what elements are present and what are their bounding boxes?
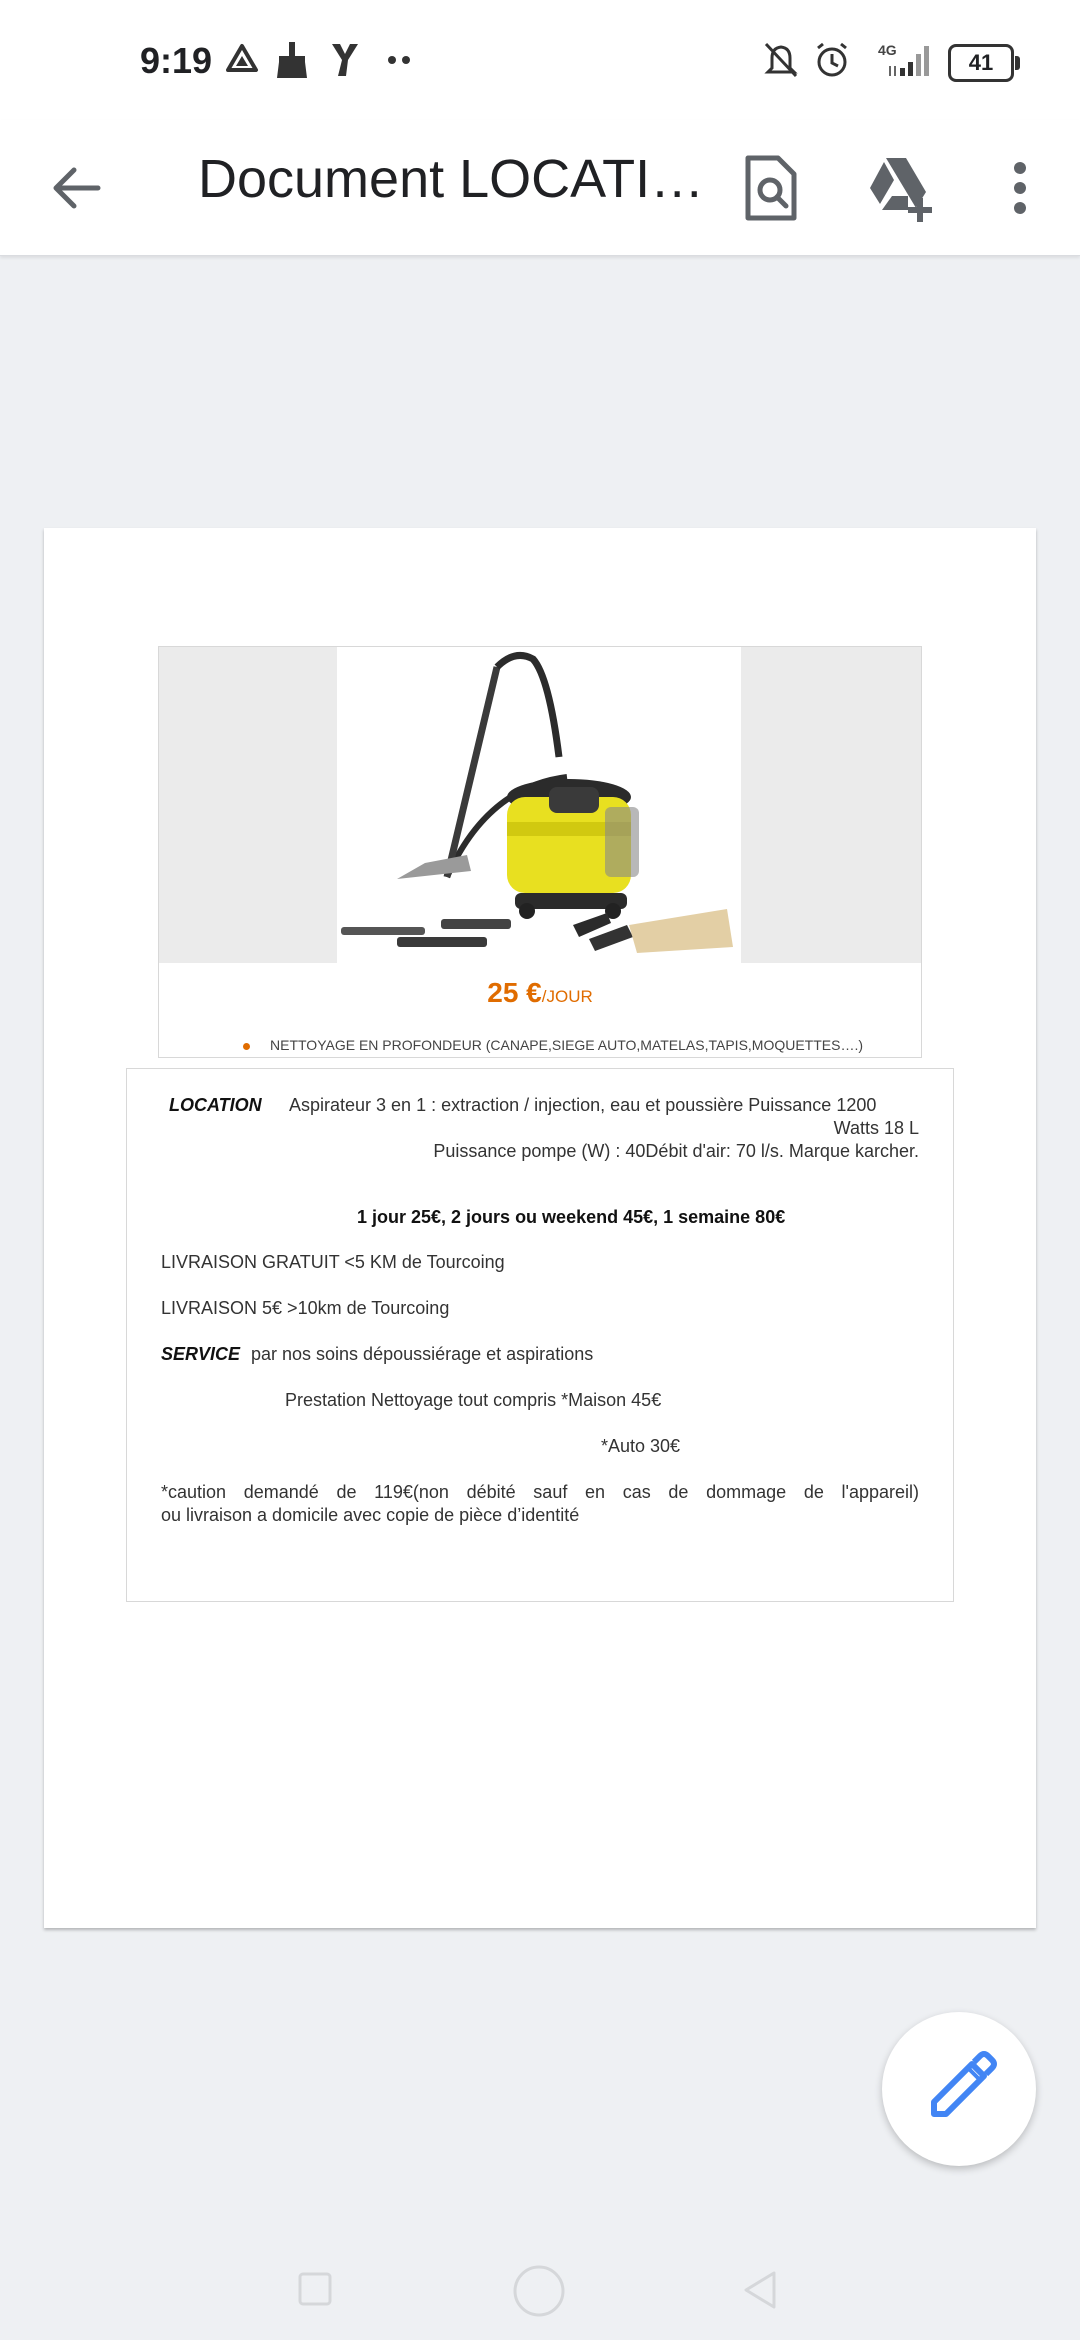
- muted-bell-icon: [762, 38, 800, 82]
- location-desc-line-2: Watts 18 L: [833, 1118, 919, 1138]
- delivery-paid: LIVRAISON 5€ >10km de Tourcoing: [161, 1298, 450, 1318]
- delivery-free: LIVRAISON GRATUIT <5 KM de Tourcoing: [161, 1252, 505, 1272]
- broom-icon: [274, 38, 310, 82]
- network-type: 4G: [878, 42, 897, 58]
- description-box: [126, 1068, 954, 1602]
- vacuum-cleaner-image: [337, 647, 741, 963]
- drive-upload-icon: [222, 38, 262, 82]
- bullet-dot-icon: [243, 1043, 250, 1050]
- location-desc-line-1: Aspirateur 3 en 1 : extraction / injection, eau et poussière Puissance 1200: [289, 1095, 877, 1115]
- document-page[interactable]: [44, 528, 1036, 1928]
- edit-pencil-icon: [882, 2012, 1036, 2166]
- price-label: [159, 977, 921, 1009]
- alarm-icon: [812, 38, 852, 82]
- more-notifications-icon: [384, 38, 414, 82]
- app-bar: [0, 120, 1080, 256]
- status-time: 9:19: [140, 40, 213, 81]
- home-circle-icon[interactable]: [512, 2264, 566, 2318]
- document-title: Document LOCATI…: [198, 149, 705, 209]
- y-app-icon: [328, 38, 362, 82]
- service-desc: par nos soins dépoussiérage et aspirations: [251, 1344, 594, 1364]
- navigation-bar: [0, 2190, 1080, 2340]
- location-desc-line-3: Puissance pompe (W) : 40Débit d'air: 70 l/s. Marque karcher.: [433, 1141, 919, 1161]
- recents-square-icon[interactable]: [298, 2272, 332, 2306]
- price-unit: /JOUR: [541, 987, 593, 1006]
- caution-line-2: ou livraison a domicile avec copie de pièce d’identité: [161, 1505, 580, 1525]
- edit-button[interactable]: [882, 2012, 1036, 2166]
- signal-icon: [886, 38, 932, 82]
- back-arrow-icon[interactable]: [40, 150, 116, 226]
- price-amount: 25 €: [487, 977, 542, 1008]
- location-label: LOCATION: [169, 1095, 262, 1115]
- feature-bullet: [243, 1037, 863, 1053]
- status-bar: [0, 0, 1080, 120]
- caution-line-1: *caution demandé de 119€(non débité sauf en cas de dommage de l'appareil): [161, 1482, 919, 1502]
- prestation-car: *Auto 30€: [601, 1436, 681, 1456]
- pricing-text: 1 jour 25€, 2 jours ou weekend 45€, 1 semaine 80€: [357, 1207, 786, 1227]
- feature-text: NETTOYAGE EN PROFONDEUR (CANAPE,SIEGE AUTO,MATELAS,TAPIS,MOQUETTES….): [270, 1037, 864, 1053]
- add-to-drive-icon[interactable]: [862, 150, 938, 226]
- search-in-document-icon[interactable]: [732, 150, 808, 226]
- battery-icon: 41: [948, 44, 1014, 82]
- service-label: SERVICE: [161, 1344, 241, 1364]
- more-vert-icon[interactable]: [982, 150, 1058, 226]
- prestation-house: Prestation Nettoyage tout compris *Maison 45€: [285, 1390, 662, 1410]
- back-triangle-icon[interactable]: [742, 2270, 778, 2310]
- product-card: [158, 646, 922, 1058]
